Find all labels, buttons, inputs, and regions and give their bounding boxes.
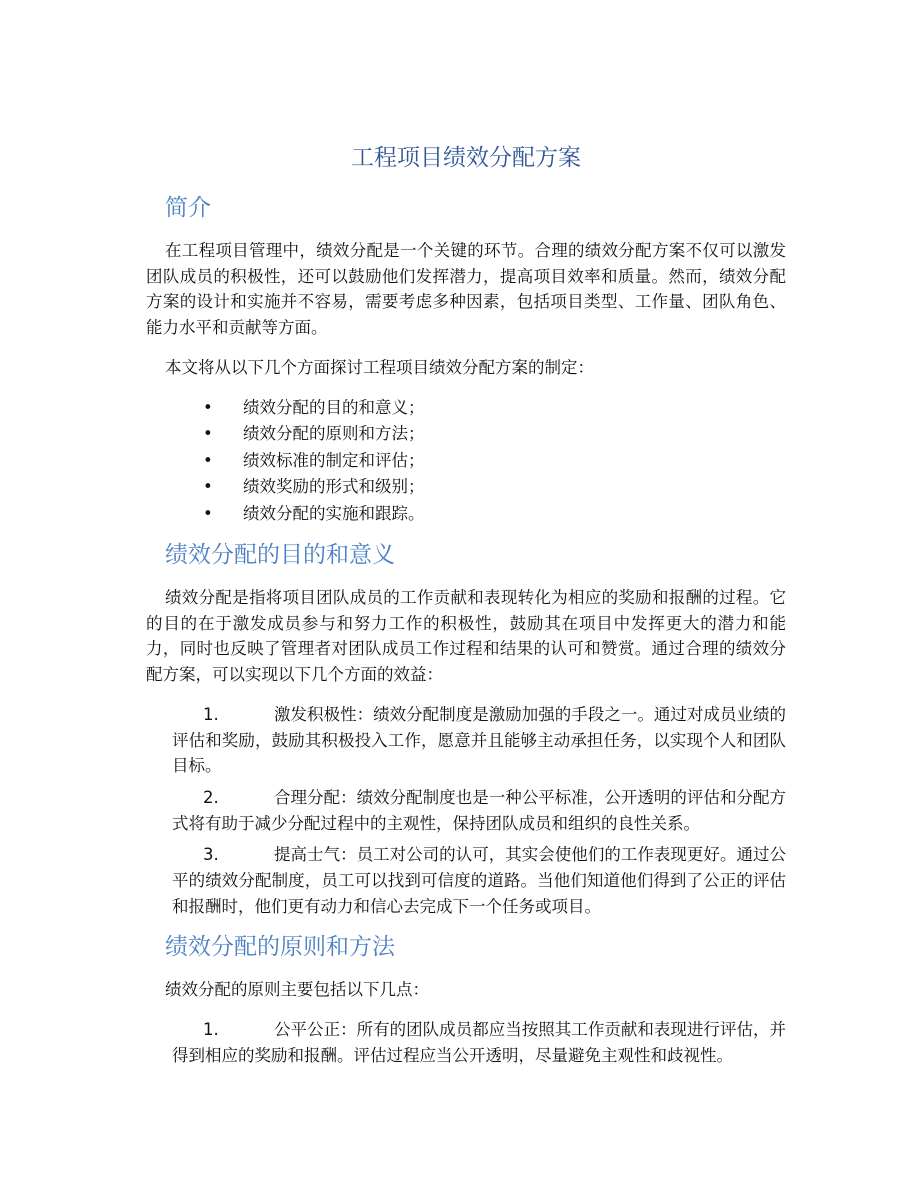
section-principles — [146, 929, 786, 1068]
section-heading: 简介 — [165, 195, 211, 221]
paragraph: 在工程项目管理中，绩效分配是一个关键的环节。合理的绩效分配方案不仅可以激发团队成员的积极性，还可以鼓励他们发挥潜力，提高项目效率和质量。然而，绩效分配方案的设计和实施并不容易，需要考虑多种因素，包括项目类型、工作量、团队角色、能力水平和贡献等方面。 — [146, 241, 786, 338]
list-item-text: 提高士气：员工对公司的认可，其实会使他们的工作表现更好。通过公平的绩效分配制度，员工可以找到可信度的道路。当他们知道他们得到了公正的评估和报酬时，他们更有动力和信心去完成下一个任务或项目。 — [172, 845, 786, 916]
bullet-list — [146, 395, 786, 528]
list-item — [146, 395, 786, 422]
list-item — [172, 785, 786, 836]
document-page — [146, 140, 786, 1075]
list-number: 2. — [203, 787, 219, 807]
list-item-text: 绩效标准的制定和评估； — [243, 450, 425, 470]
section-purpose — [146, 537, 786, 919]
section-heading: 绩效分配的目的和意义 — [165, 542, 395, 569]
section-heading: 绩效分配的原则和方法 — [165, 934, 395, 961]
bullet-icon: • — [203, 424, 213, 444]
list-item-text: 绩效奖励的形式和级别； — [243, 477, 425, 497]
bullet-icon: • — [203, 503, 213, 523]
section-intro — [146, 190, 786, 527]
list-item — [146, 448, 786, 475]
paragraph: 本文将从以下几个方面探讨工程项目绩效分配方案的制定： — [165, 357, 594, 377]
numbered-list — [146, 702, 786, 920]
list-item-text: 绩效分配的原则和方法； — [243, 424, 425, 444]
list-item-text: 绩效分配的实施和跟踪。 — [243, 503, 425, 523]
list-item — [172, 702, 786, 779]
paragraph: 绩效分配是指将项目团队成员的工作贡献和表现转化为相应的奖励和报酬的过程。它的目的在于激发成员参与和努力工作的积极性，鼓励其在项目中发挥更大的潜力和能力，同时也反映了管理者对团队成员工作过程和结果的认可和赞赏。通过合理的绩效分配方案，可以实现以下几个方面的效益： — [146, 588, 786, 685]
bullet-icon: • — [203, 450, 213, 470]
list-item — [146, 501, 786, 528]
list-number: 1. — [203, 1020, 219, 1040]
bullet-icon: • — [203, 397, 213, 417]
list-item — [172, 1017, 786, 1068]
list-item — [146, 421, 786, 448]
numbered-list — [146, 1017, 786, 1068]
list-item — [172, 842, 786, 919]
list-number: 3. — [203, 845, 219, 865]
list-item-text: 公平公正：所有的团队成员都应当按照其工作贡献和表现进行评估，并得到相应的奖励和报酬。评估过程应当公开透明，尽量避免主观性和歧视性。 — [172, 1020, 786, 1065]
document-title: 工程项目绩效分配方案 — [351, 145, 581, 171]
list-number: 1. — [203, 704, 219, 724]
paragraph: 绩效分配的原则主要包括以下几点： — [165, 980, 429, 1000]
list-item-text: 合理分配：绩效分配制度也是一种公平标准，公开透明的评估和分配方式将有助于减少分配过程中的主观性，保持团队成员和组织的良性关系。 — [172, 787, 786, 833]
list-item — [146, 474, 786, 501]
list-item-text: 激发积极性：绩效分配制度是激励加强的手段之一。通过对成员业绩的评估和奖励，鼓励其积极投入工作，愿意并且能够主动承担任务，以实现个人和团队目标。 — [172, 704, 786, 776]
bullet-icon: • — [203, 477, 213, 497]
list-item-text: 绩效分配的目的和意义； — [243, 397, 425, 417]
